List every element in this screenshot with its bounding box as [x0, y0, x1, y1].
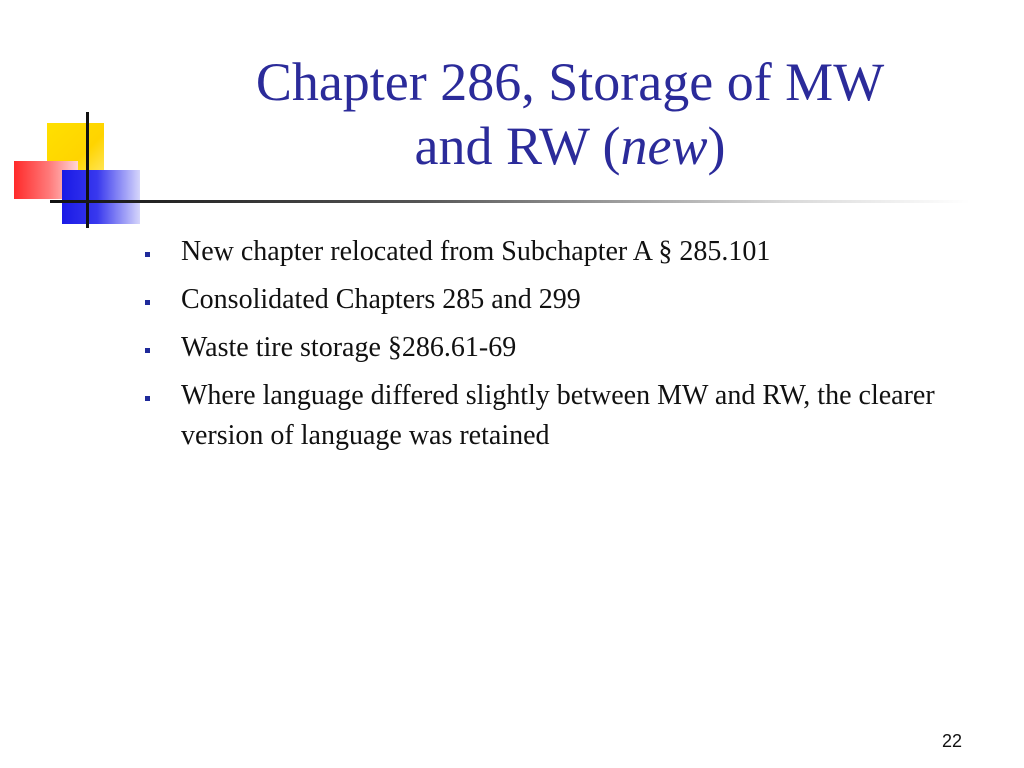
square-bullet-icon — [145, 252, 150, 257]
square-bullet-icon — [145, 396, 150, 401]
square-bullet-icon — [145, 300, 150, 305]
title-line-1: Chapter 286, Storage of MW — [255, 52, 885, 112]
slide-title — [180, 50, 960, 178]
bullet-item — [140, 232, 980, 272]
bullet-text: Where language differed slightly between MW and RW, the clearer version of language was retained — [181, 380, 935, 451]
bullet-text: New chapter relocated from Subchapter A § 285.101 — [181, 236, 771, 267]
bullet-list — [140, 232, 980, 464]
bullet-item — [140, 376, 980, 456]
page-number: 22 — [941, 731, 962, 751]
vertical-line-decoration — [86, 112, 89, 228]
bullet-text: Consolidated Chapters 285 and 299 — [181, 284, 581, 315]
title-line-2-suffix: ) — [707, 116, 726, 176]
bullet-item — [140, 328, 980, 368]
bullet-text: Waste tire storage §286.61-69 — [181, 332, 517, 363]
title-divider-line — [50, 200, 970, 203]
title-line-2-prefix: and RW ( — [414, 116, 621, 176]
bullet-item — [140, 280, 980, 320]
title-line-2-italic: new — [620, 116, 708, 176]
square-bullet-icon — [145, 348, 150, 353]
blue-square-decoration — [62, 170, 140, 224]
